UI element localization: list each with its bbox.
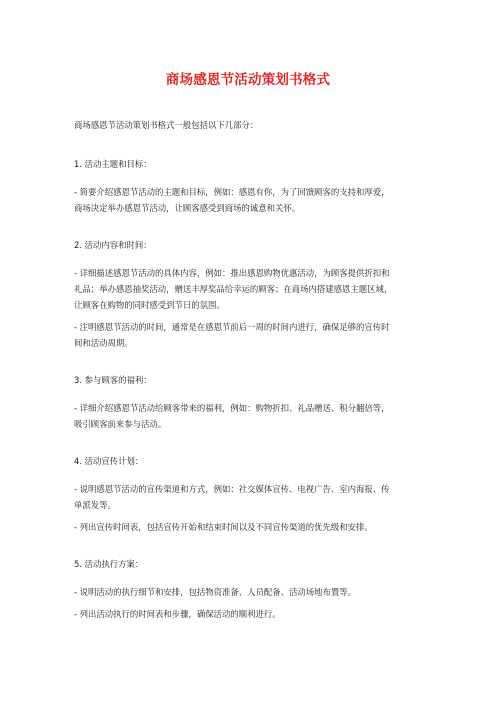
section-paragraph xyxy=(74,319,434,351)
section-heading: 4. 活动宣传计划： xyxy=(74,456,144,466)
section-paragraph xyxy=(74,184,434,216)
section-1 xyxy=(74,156,434,216)
intro-paragraph: 商场感恩节活动策划书格式一般包括以下几部分： xyxy=(74,120,259,130)
section-paragraph xyxy=(74,584,434,600)
paragraph-line: 礼品；举办感恩抽奖活动，赠送丰厚奖品给幸运的顾客；在商场内搭建感恩主题区域， xyxy=(74,284,393,294)
section-4 xyxy=(74,453,434,535)
paragraph-line: - 说明感恩节活动的宣传渠道和方式，例如：社交媒体宣传、电视广告、室内海报、传 xyxy=(74,484,390,494)
section-heading: 2. 活动内容和时间： xyxy=(74,240,152,250)
section-paragraph xyxy=(74,400,434,432)
section-paragraph xyxy=(74,265,434,313)
section-heading: 5. 活动执行方案： xyxy=(74,559,144,569)
paragraph-line: 商场决定举办感恩节活动，让顾客感受到商场的诚意和关怀。 xyxy=(74,203,301,213)
paragraph-line: - 列出活动执行的时间表和步骤，确保活动的顺利进行。 xyxy=(74,609,281,619)
paragraph-line: 间和活动周期。 xyxy=(74,338,133,348)
section-heading: 3. 参与顾客的福利： xyxy=(74,375,152,385)
section-paragraph xyxy=(74,481,434,513)
section-2 xyxy=(74,237,434,351)
paragraph-line: 吸引顾客前来参与活动。 xyxy=(74,419,167,429)
document-title: 商场感恩节活动策划书格式 xyxy=(165,72,331,88)
paragraph-line: - 简要介绍感恩节活动的主题和目标，例如：感恩有你，为了回馈顾客的支持和厚爱， xyxy=(74,187,390,197)
paragraph-line: - 列出宣传时间表，包括宣传开始和结束时间以及不同宣传渠道的优先级和安排。 xyxy=(74,522,373,532)
paragraph-line: - 详细描述感恩节活动的具体内容，例如：推出感恩购物优惠活动，为顾客提供折扣和 xyxy=(74,268,390,278)
paragraph-line: 单派发等。 xyxy=(74,500,116,510)
paragraph-line: - 详细介绍感恩节活动给顾客带来的福利，例如：购物折扣、礼品赠送、积分翻倍等， xyxy=(74,403,390,413)
section-5 xyxy=(74,556,434,622)
section-heading: 1. 活动主题和目标： xyxy=(74,159,152,169)
document-body xyxy=(74,117,434,643)
section-paragraph xyxy=(74,519,434,535)
paragraph-line: - 注明感恩节活动的时间，通常是在感恩节前后一周的时间内进行，确保足够的宣传时 xyxy=(74,322,390,332)
section-3 xyxy=(74,372,434,432)
section-paragraph xyxy=(74,606,434,622)
paragraph-line: - 说明活动的执行细节和安排，包括物资准备、人员配备、活动场地布置等。 xyxy=(74,587,357,597)
paragraph-line: 让顾客在购物的同时感受到节日的氛围。 xyxy=(74,300,225,310)
